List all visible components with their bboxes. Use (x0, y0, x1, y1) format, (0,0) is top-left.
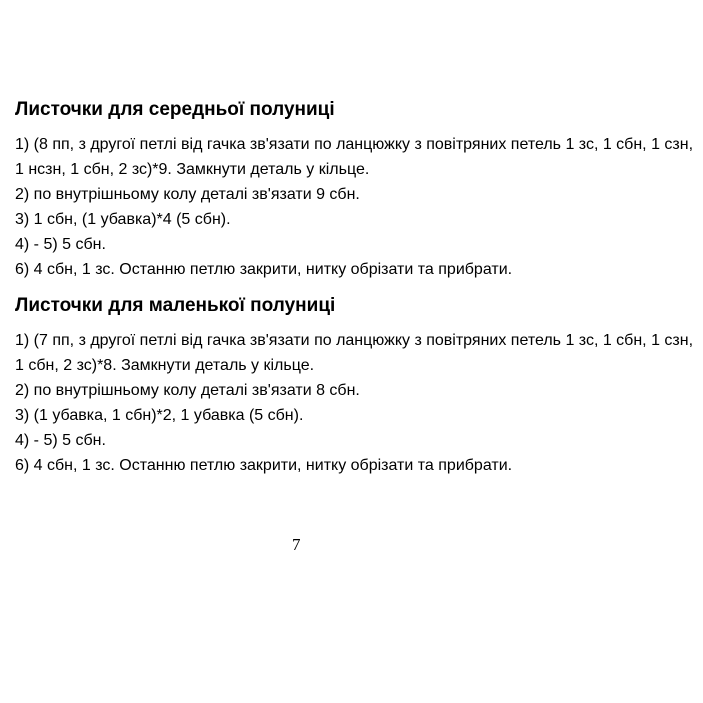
steps-list (15, 328, 695, 478)
step-item: 2) по внутрішньому колу деталі зв'язати 8 сбн. (15, 382, 360, 399)
step-item: 2) по внутрішньому колу деталі зв'язати 9 сбн. (15, 186, 360, 203)
step-item: 3) 1 сбн, (1 убавка)*4 (5 сбн). (15, 211, 231, 228)
step-item: 6) 4 сбн, 1 зс. Останню петлю закрити, нитку обрізати та прибрати. (15, 457, 513, 474)
step-item: 4) - 5) 5 сбн. (15, 236, 106, 253)
steps-list (15, 132, 695, 282)
section-heading: Листочки для середньої полуниці (15, 99, 335, 120)
section-heading: Листочки для маленької полуниці (15, 295, 336, 316)
section-small-strawberry-leaves (15, 294, 695, 478)
step-item: 1) (8 пп, з другої петлі від гачка зв'язати по ланцюжку з повітряних петель 1 зс, 1 сбн, 1 сзн, 1 нсзн, 1 сбн, 2 зс)*9. Замкнути деталь у кільце. (15, 136, 694, 178)
step-item: 3) (1 убавка, 1 сбн)*2, 1 убавка (5 сбн). (15, 407, 304, 424)
step-item: 1) (7 пп, з другої петлі від гачка зв'язати по ланцюжку з повітряних петель 1 зс, 1 сбн, 1 сзн, 1 сбн, 2 зс)*8. Замкнути деталь у кільце. (15, 332, 694, 374)
page-number: 7 (292, 535, 301, 554)
step-item: 4) - 5) 5 сбн. (15, 432, 106, 449)
step-item: 6) 4 сбн, 1 зс. Останню петлю закрити, нитку обрізати та прибрати. (15, 261, 513, 278)
section-medium-strawberry-leaves (15, 98, 695, 282)
